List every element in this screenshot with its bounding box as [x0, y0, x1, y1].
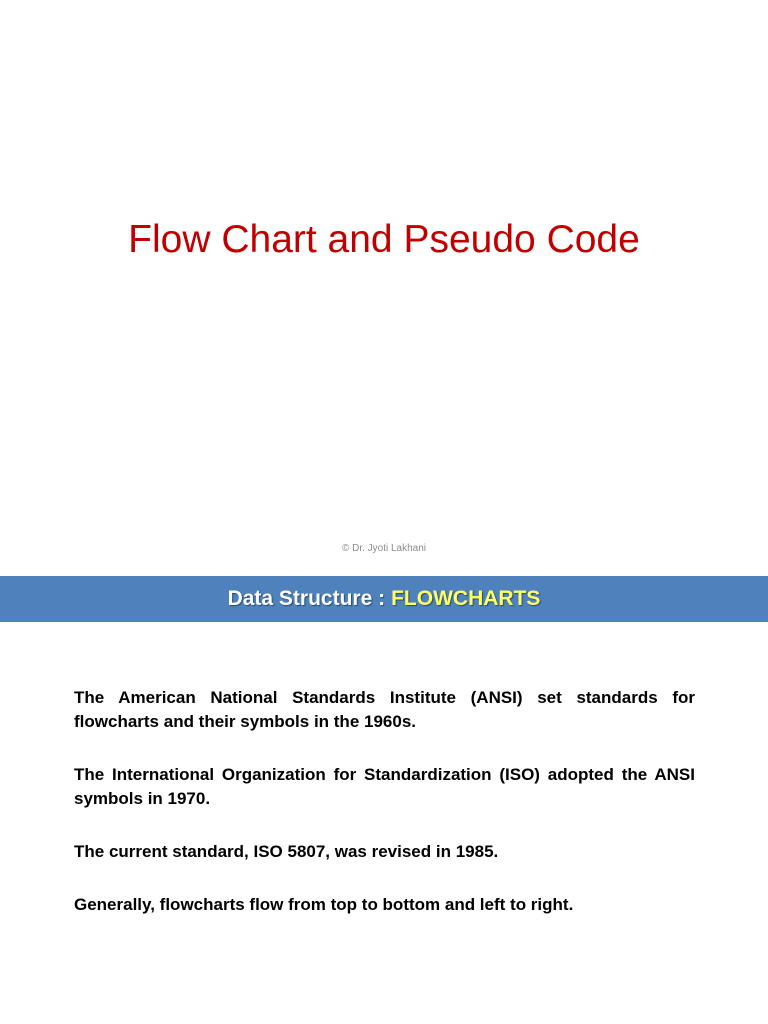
slide-header-banner — [0, 576, 768, 622]
paragraph: Generally, flowcharts flow from top to bottom and left to right. — [74, 895, 574, 914]
paragraph: The American National Standards Institute (ANSI) set standards for flowcharts and their symbols in the 1960s. — [74, 688, 695, 731]
paragraph: The current standard, ISO 5807, was revised in 1985. — [74, 842, 499, 861]
copyright-notice: © Dr. Jyoti Lakhani — [341, 543, 427, 554]
slide-title: Flow Chart and Pseudo Code — [128, 218, 640, 261]
slide-body — [74, 686, 695, 946]
content-slide — [0, 574, 768, 1024]
banner-prefix: Data Structure : — [227, 587, 386, 610]
paragraph: The International Organization for Standardization (ISO) adopted the ANSI symbols in 1970. — [74, 765, 695, 808]
banner-highlight: FLOWCHARTS — [391, 587, 541, 610]
